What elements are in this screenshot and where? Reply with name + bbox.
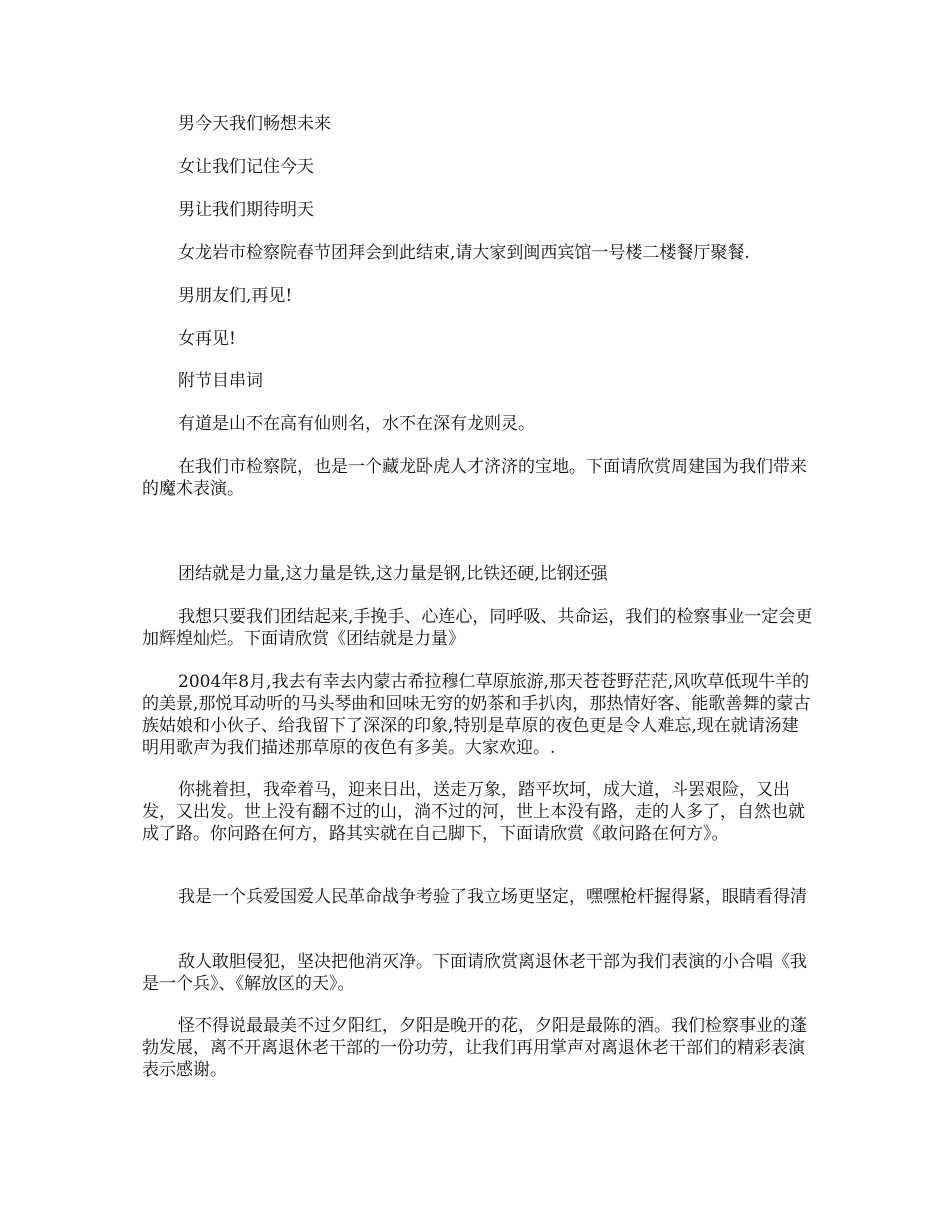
paragraph-3: 男让我们期待明天: [178, 200, 314, 220]
paragraph-12: 2004年8月,我去有幸去内蒙古希拉穆仁草原旅游,那天苍苍野茫茫,风吹草低现牛羊的的美景,那悦耳动听的马头琴曲和回味无穷的奶茶和手扒肉，那热情好客、能歌善舞的蒙古族姑娘和小伙子、给我留下了深深的印象,特别是草原的夜色更是令人难忘,现在就请汤建明用歌声为我们描述那草原的夜色有多美。大家欢迎。.: [142, 672, 811, 758]
paragraph-4: 女龙岩市检察院春节团拜会到此结束,请大家到闽西宾馆一号楼二楼餐厅聚餐.: [178, 243, 750, 263]
paragraph-15: 敌人敢胆侵犯，坚决把他消灭净。下面请欣赏离退休老干部为我们表演的小合唱《我是一个兵》、《解放区的天》。: [142, 952, 807, 994]
paragraph-13: 你挑着担，我牵着马，迎来日出，送走万象，踏平坎坷，成大道，斗罢艰险，又出发，又出发。世上没有翻不过的山，淌不过的河，世上本没有路，走的人多了，自然也就成了路。你问路在何方，路其实就在自己脚下，下面请欣赏《敢问路在何方》。: [142, 780, 805, 844]
paragraph-6: 女再见!: [178, 329, 236, 349]
paragraph-11: 我想只要我们团结起来,手挽手、心连心，同呼吸、共命运，我们的检察事业一定会更加辉煌灿烂。下面请欣赏《团结就是力量》: [142, 607, 813, 649]
paragraph-7: 附节目串词: [178, 371, 263, 391]
paragraph-1: 男今天我们畅想未来: [178, 114, 331, 134]
paragraph-5: 男朋友们,再见!: [178, 286, 293, 306]
paragraph-8: 有道是山不在高有仙则名，水不在深有龙则灵。: [178, 414, 535, 434]
paragraph-16: 怪不得说最最美不过夕阳红，夕阳是晚开的花，夕阳是最陈的酒。我们检察事业的蓬勃发展，离不开离退休老干部的一份功劳，让我们再用掌声对离退休老干部们的精彩表演表示感谢。: [142, 1016, 807, 1080]
paragraph-9: 在我们市检察院，也是一个藏龙卧虎人才济济的宝地。下面请欣赏周建国为我们带来的魔术表演。: [142, 457, 807, 499]
paragraph-10: 团结就是力量,这力量是铁,这力量是钢,比铁还硬,比钢还强: [178, 564, 608, 584]
paragraph-14: 我是一个兵爱国爱人民革命战争考验了我立场更坚定，嘿嘿枪杆握得紧，眼睛看得清: [178, 887, 807, 907]
paragraph-2: 女让我们记住今天: [178, 157, 314, 177]
